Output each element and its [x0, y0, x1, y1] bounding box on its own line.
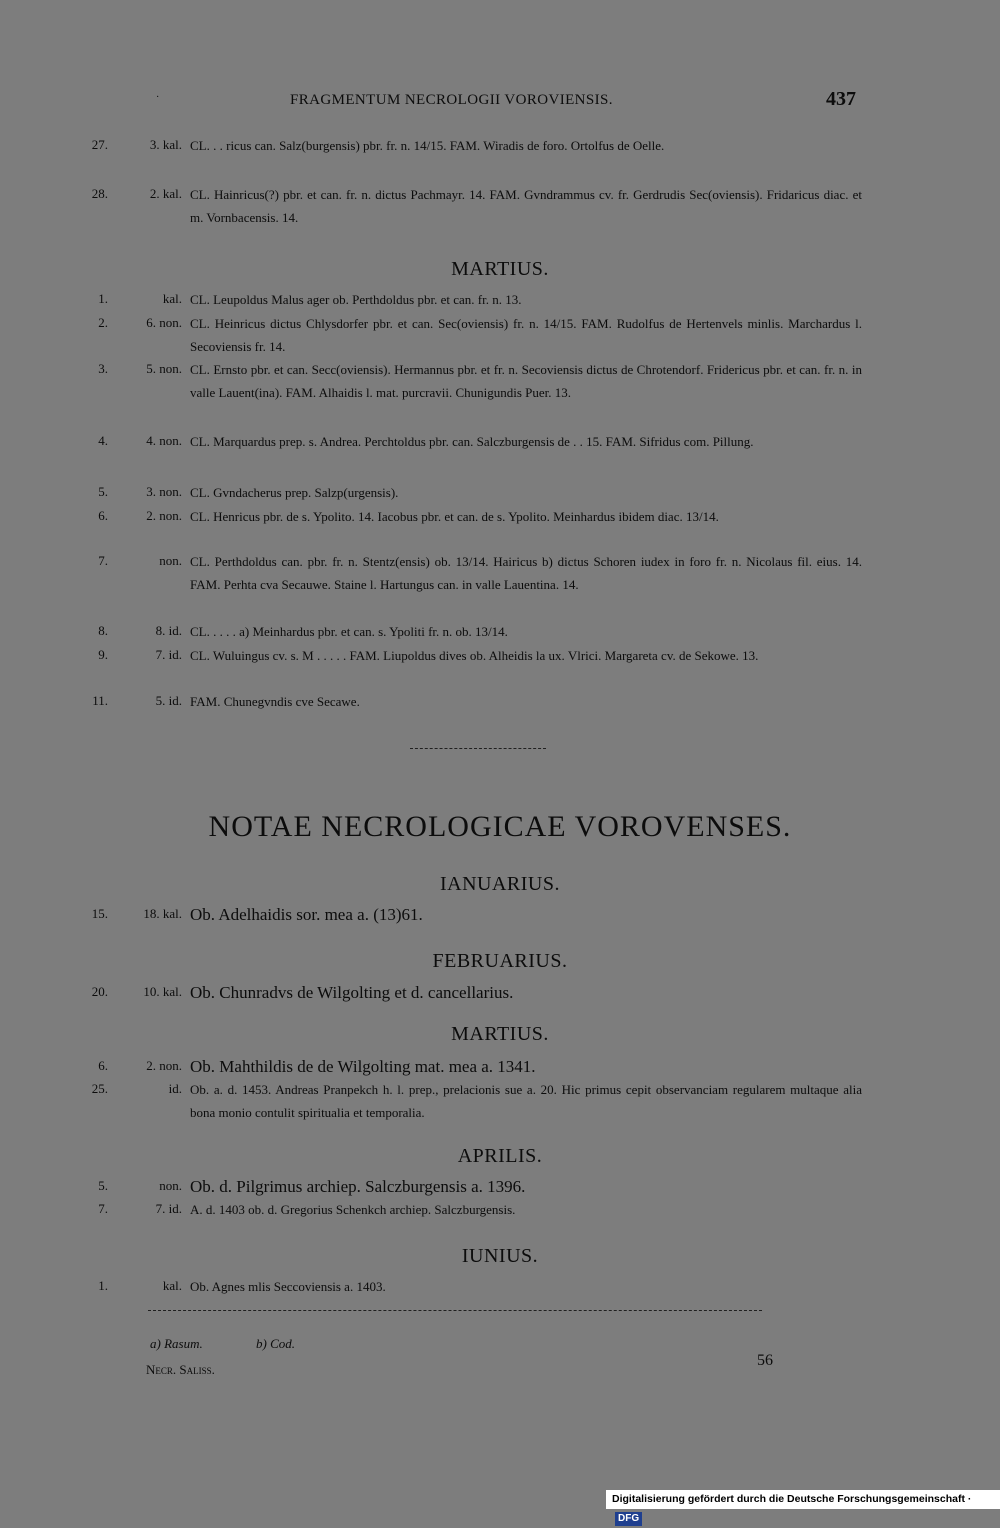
entry-date: 6. non.: [146, 315, 182, 330]
running-head: [0, 88, 1000, 114]
heading-aprilis: APRILIS.: [457, 1145, 543, 1167]
digitization-text: Digitalisierung gefördert durch die Deutsche Forschungsgemeinschaft ·: [612, 1493, 972, 1505]
entry-date: id.: [168, 1081, 182, 1096]
entry-date: kal.: [162, 291, 182, 306]
entry-date: 2. non.: [146, 1058, 182, 1073]
entry-date: 5. id.: [155, 693, 182, 708]
entry-day: 5.: [98, 1178, 108, 1193]
entry-day: 7.: [98, 1201, 108, 1216]
entry-date: 2. kal.: [149, 186, 182, 201]
entry-text: CL. Gvndacherus prep. Salzp(urgensis).: [190, 485, 399, 500]
footnote-b-text: b) Cod.: [256, 1336, 295, 1351]
entry-day: 11.: [92, 693, 108, 708]
digitization-note: [606, 1490, 1000, 1524]
entry-text: Ob. a. d. 1453. Andreas Pranpekch h. l. prep., prelacionis sue a. 20. Hic primus cepit observanciam regularem multaque alia bona monio contulit spiritualia et temporalia.: [190, 1082, 862, 1120]
entry-date: 2. non.: [146, 508, 182, 523]
heading-martius: MARTIUS.: [451, 258, 549, 280]
entry-text: CL. . . . . a) Meinhardus pbr. et can. s. Ypoliti fr. n. ob. 13/14.: [190, 624, 508, 639]
section-divider: [410, 748, 546, 749]
entry-date: 10. kal.: [143, 984, 182, 999]
entry-day: 25.: [91, 1081, 108, 1096]
entry-day: 1.: [98, 1278, 108, 1293]
head-dot: ·: [156, 92, 160, 103]
entry-day: 7.: [98, 553, 108, 568]
entry-text: CL. Hainricus(?) pbr. et can. fr. n. dictus Pachmayr. 14. FAM. Gvndrammus cv. fr. Gerdrudis Sec(oviensis). Fridaricus diac. et m. Vornbacensis. 14.: [190, 187, 862, 225]
heading-iunius: IUNIUS.: [461, 1245, 539, 1267]
entry-day: 27.: [91, 137, 108, 152]
entry-day: 28.: [91, 186, 108, 201]
entry-day: 9.: [98, 647, 108, 662]
footnote-b: [256, 1336, 295, 1352]
main-title: NOTAE NECROLOGICAE VOROVENSES.: [208, 810, 792, 843]
entry-date: non.: [159, 1178, 182, 1193]
entry-text: Ob. d. Pilgrimus archiep. Salczburgensis a. 1396.: [190, 1177, 526, 1196]
heading-martius-2: MARTIUS.: [451, 1023, 549, 1045]
entry-text: Ob. Chunradvs de Wilgolting et d. cancellarius.: [190, 983, 514, 1002]
footnote-rule: [148, 1310, 762, 1311]
entry-text: CL. Marquardus prep. s. Andrea. Perchtoldus pbr. can. Salczburgensis de . . 15. FAM. Sifridus com. Pillung.: [190, 434, 754, 449]
entry-text: CL. Henricus pbr. de s. Ypolito. 14. Iacobus pbr. et can. de s. Ypolito. Meinhardus ibidem diac. 13/14.: [190, 509, 719, 524]
entry-text: FAM. Chunegvndis cve Secawe.: [190, 694, 360, 709]
entry-date: 7. id.: [155, 647, 182, 662]
entry-text: CL. . . ricus can. Salz(burgensis) pbr. fr. n. 14/15. FAM. Wiradis de foro. Ortolfus de Oelle.: [190, 138, 665, 153]
entry-text: A. d. 1403 ob. d. Gregorius Schenkch archiep. Salczburgensis.: [190, 1202, 516, 1217]
dfg-logo: DFG: [615, 1512, 642, 1526]
page-number: 437: [826, 88, 856, 110]
entry-day: 6.: [98, 508, 108, 523]
entry-text: Ob. Agnes mlis Seccoviensis a. 1403.: [190, 1279, 386, 1294]
entry-day: 20.: [91, 984, 108, 999]
entry-date: non.: [159, 553, 182, 568]
entry-text: CL. Perthdoldus can. pbr. fr. n. Stentz(ensis) ob. 13/14. Hairicus b) dictus Schoren iudex in foro fr. n. Nicolaus fil. eius. 14. FAM. Perhta cva Secauwe. Staine l. Hartungus can. in valle Lauentina. 14.: [190, 554, 862, 592]
entry-day: 5.: [98, 484, 108, 499]
entry-day: 3.: [98, 361, 108, 376]
entry-date: 5. non.: [146, 361, 182, 376]
heading-ianuarius: IANUARIUS.: [440, 873, 560, 895]
entry-date: 4. non.: [146, 433, 182, 448]
entry-text: Ob. Adelhaidis sor. mea a. (13)61.: [190, 905, 423, 924]
entry-day: 1.: [98, 291, 108, 306]
sheet-signature: 56: [757, 1352, 773, 1369]
entry-text: Ob. Mahthildis de de Wilgolting mat. mea a. 1341.: [190, 1057, 536, 1076]
entry-day: 4.: [98, 433, 108, 448]
entry-day: 6.: [98, 1058, 108, 1073]
entry-date: 18. kal.: [143, 906, 182, 921]
source-siglum: Necr. Saliss.: [146, 1362, 215, 1377]
entry-text: CL. Heinricus dictus Chlysdorfer pbr. et can. Sec(oviensis) fr. n. 14/15. FAM. Rudolfus de Hertenvels minlis. Marchardus l. Secoviensis fr. 14.: [190, 316, 862, 354]
entry-date: 3. non.: [146, 484, 182, 499]
entry-date: 3. kal.: [149, 137, 182, 152]
entry-date: kal.: [162, 1278, 182, 1293]
entry-date: 7. id.: [155, 1201, 182, 1216]
entry-day: 2.: [98, 315, 108, 330]
entry-text: CL. Leupoldus Malus ager ob. Perthdoldus pbr. et can. fr. n. 13.: [190, 292, 522, 307]
footnote-a-text: a) Rasum.: [150, 1336, 203, 1351]
entry-day: 8.: [98, 623, 108, 638]
running-title: FRAGMENTUM NECROLOGII VOROVIENSIS.: [290, 92, 613, 108]
entry-date: 8. id.: [155, 623, 182, 638]
entry-text: CL. Wuluingus cv. s. M . . . . . FAM. Liupoldus dives ob. Alheidis la ux. Vlrici. Margareta cv. de Sekowe. 13.: [190, 648, 759, 663]
entry-day: 15.: [91, 906, 108, 921]
entry-text: CL. Ernsto pbr. et can. Secc(oviensis). Hermannus pbr. et fr. n. Secoviensis dictus de Chrotendorf. Fridericus pbr. et can. fr. n. in valle Lauent(ina). FAM. Alhaidis l. mat. purcravii. Chunigundis Puer. 13.: [190, 362, 862, 400]
footnote-a: [150, 1336, 203, 1352]
heading-februarius: FEBRUARIUS.: [432, 950, 568, 972]
